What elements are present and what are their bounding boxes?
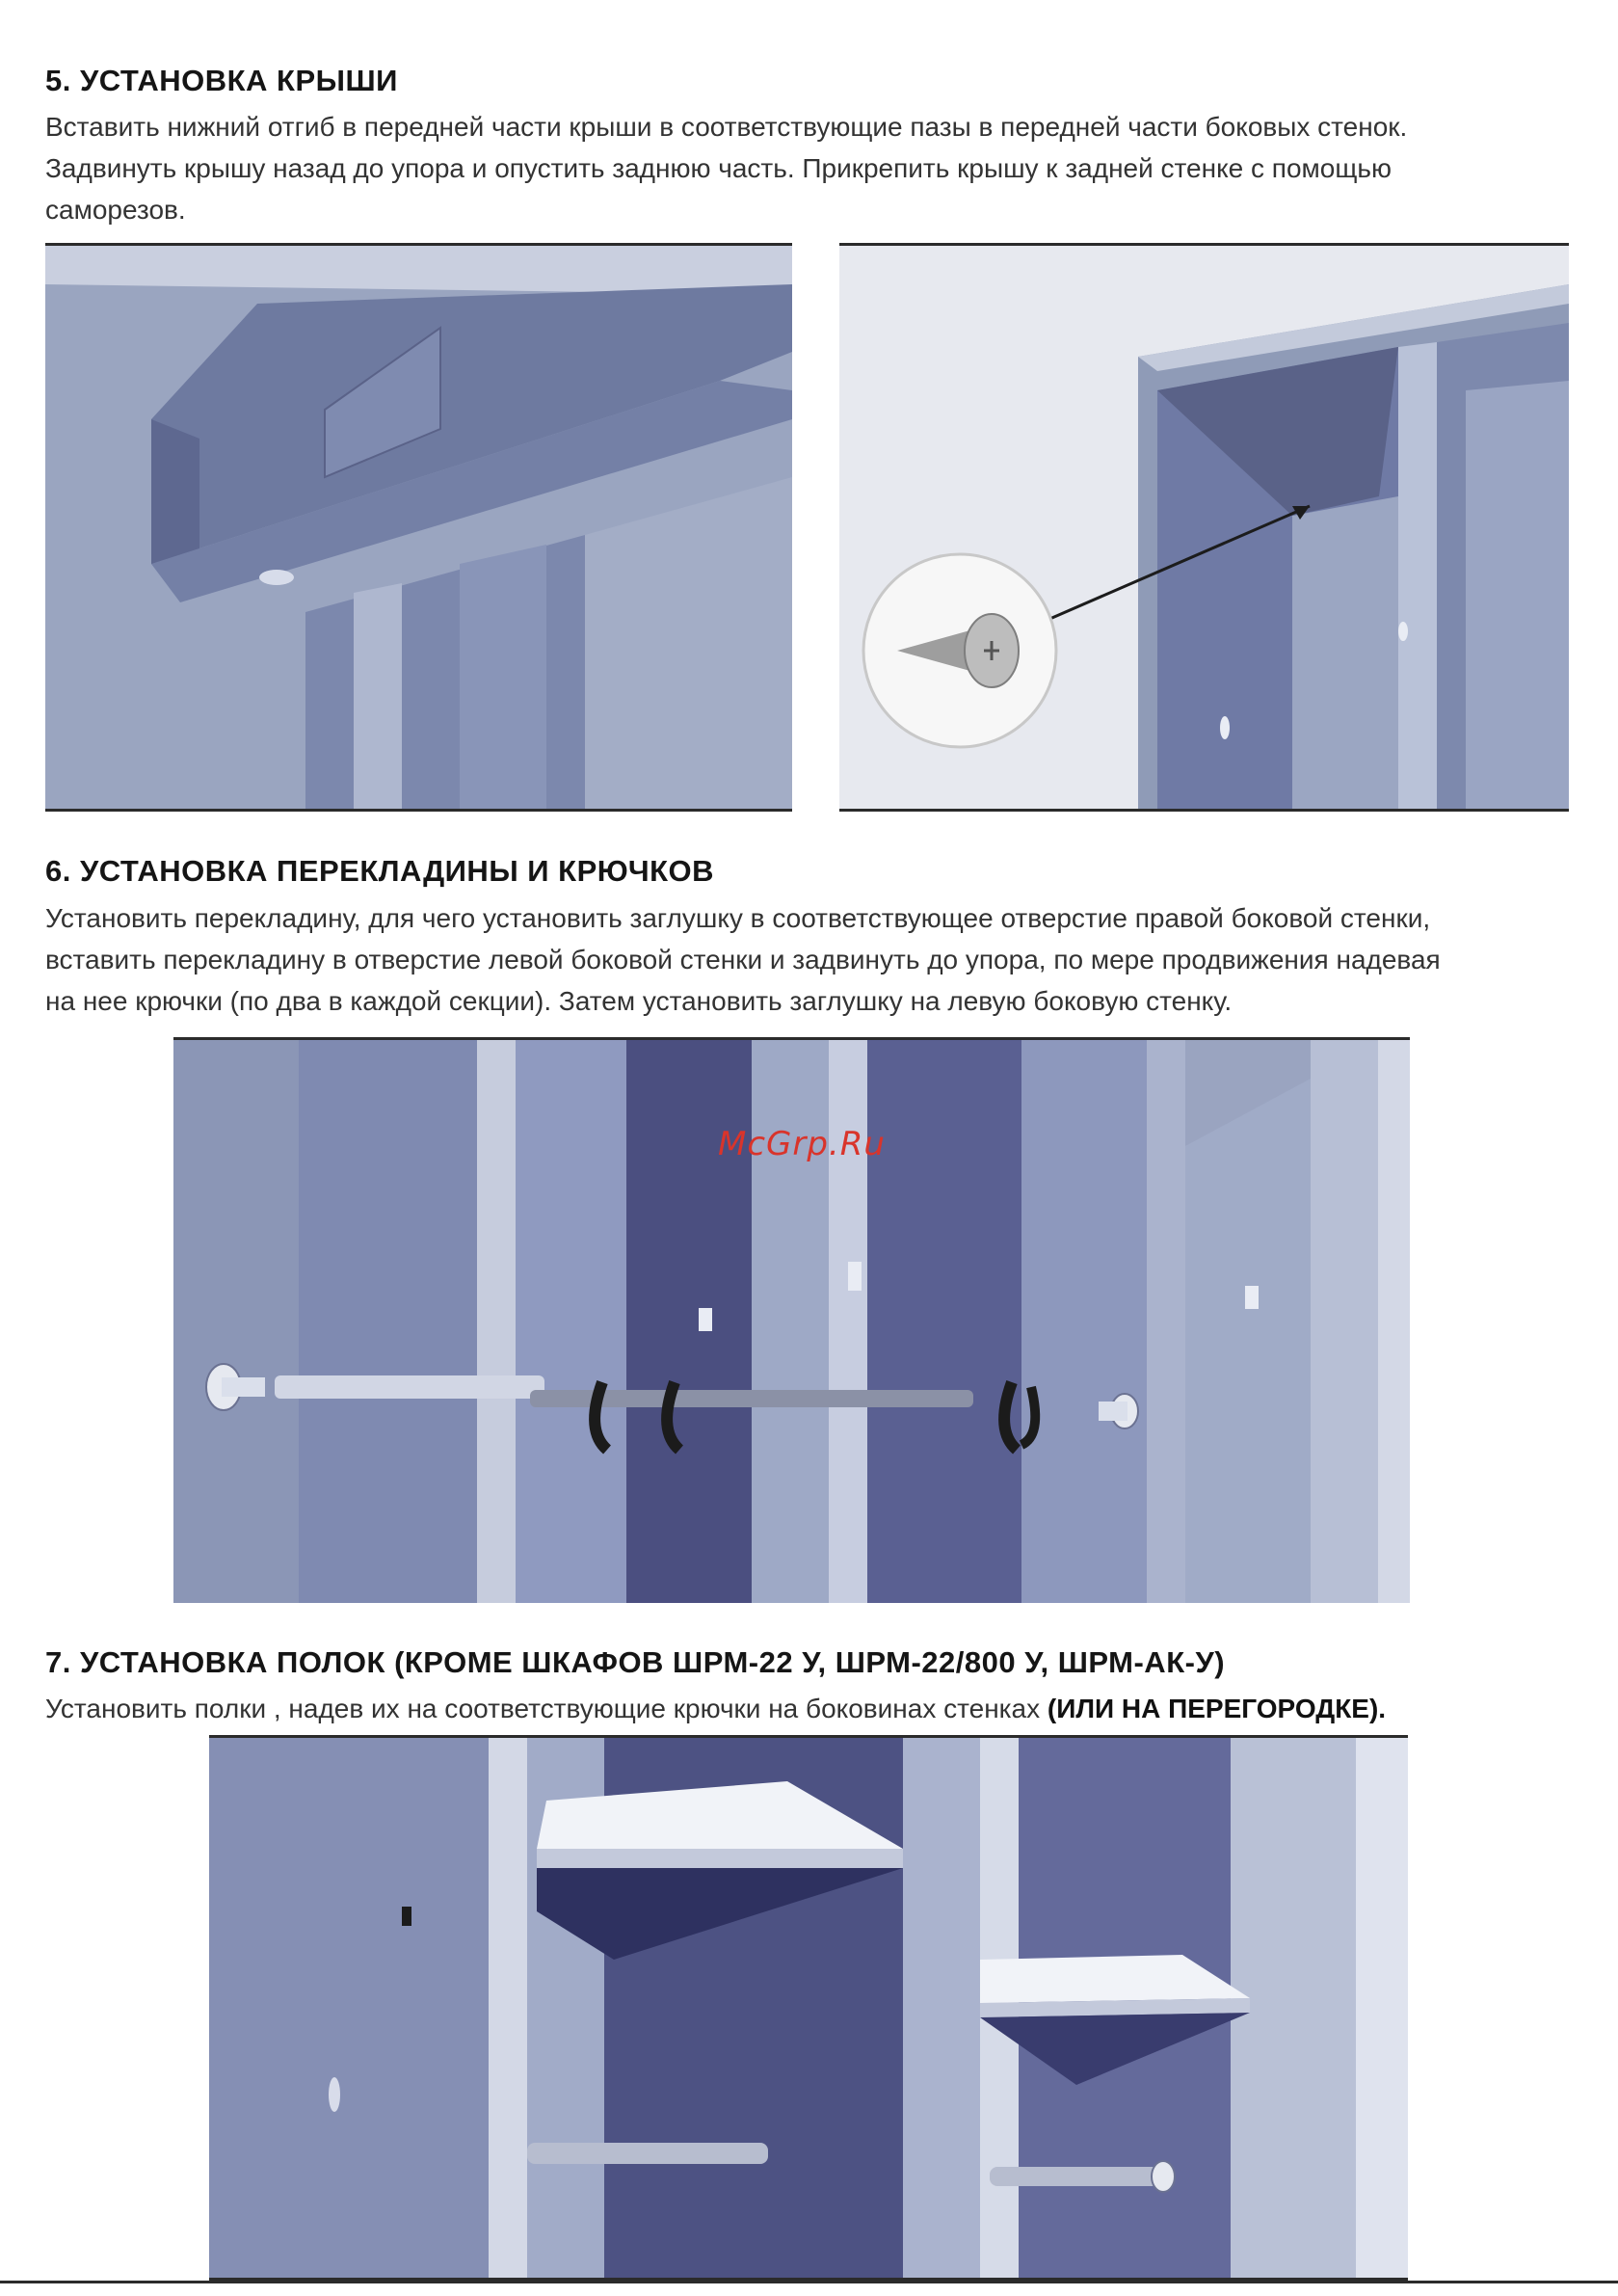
section-5-line-2: Задвинуть крышу назад до упора и опустить заднюю часть. Прикрепить крышу к задней стенке с помощью bbox=[45, 153, 1392, 183]
screw-attachment-illustration bbox=[839, 243, 1569, 812]
watermark: McGrp.Ru bbox=[718, 1125, 886, 1163]
section-6-heading: 6. УСТАНОВКА ПЕРЕКЛАДИНЫ И КРЮЧКОВ bbox=[45, 854, 715, 888]
roof-front-drawing bbox=[45, 246, 792, 809]
page-bottom-rule bbox=[0, 2281, 1618, 2283]
section-7-emphasis: (ИЛИ НА ПЕРЕГОРОДКЕ). bbox=[1047, 1694, 1387, 1723]
section-7-heading: 7. УСТАНОВКА ПОЛОК (КРОМЕ ШКАФОВ ШРМ-22 У, ШРМ-22/800 У, ШРМ-АК-У) bbox=[45, 1645, 1226, 1679]
section-5-line-1: Вставить нижний отгиб в передней части крыши в соответствующие пазы в передней части боковых стенок. bbox=[45, 112, 1408, 142]
shelves-illustration bbox=[209, 1735, 1408, 2281]
shelves-drawing bbox=[209, 1738, 1408, 2278]
section-6-line-1: Установить перекладину, для чего установить заглушку в соответствующее отверстие правой боковой стенки, bbox=[45, 903, 1431, 933]
section-7-instruction: Установить полки , надев их на соответствующие крючки на боковинах стенках bbox=[45, 1694, 1048, 1723]
section-6-line-3: на нее крючки (по два в каждой секции). Затем установить заглушку на левую боковую стенку. bbox=[45, 986, 1233, 1016]
roof-front-illustration bbox=[45, 243, 792, 812]
crossbar-hooks-illustration bbox=[173, 1037, 1410, 1603]
section-7-text bbox=[45, 1689, 1386, 1729]
section-5-heading: 5. УСТАНОВКА КРЫШИ bbox=[45, 64, 398, 97]
section-6-line-2: вставить перекладину в отверстие левой боковой стенки и задвинуть до упора, по мере продвижения надевая bbox=[45, 945, 1441, 974]
section-5-line-3: саморезов. bbox=[45, 195, 186, 225]
screw-attachment-drawing bbox=[839, 246, 1569, 809]
